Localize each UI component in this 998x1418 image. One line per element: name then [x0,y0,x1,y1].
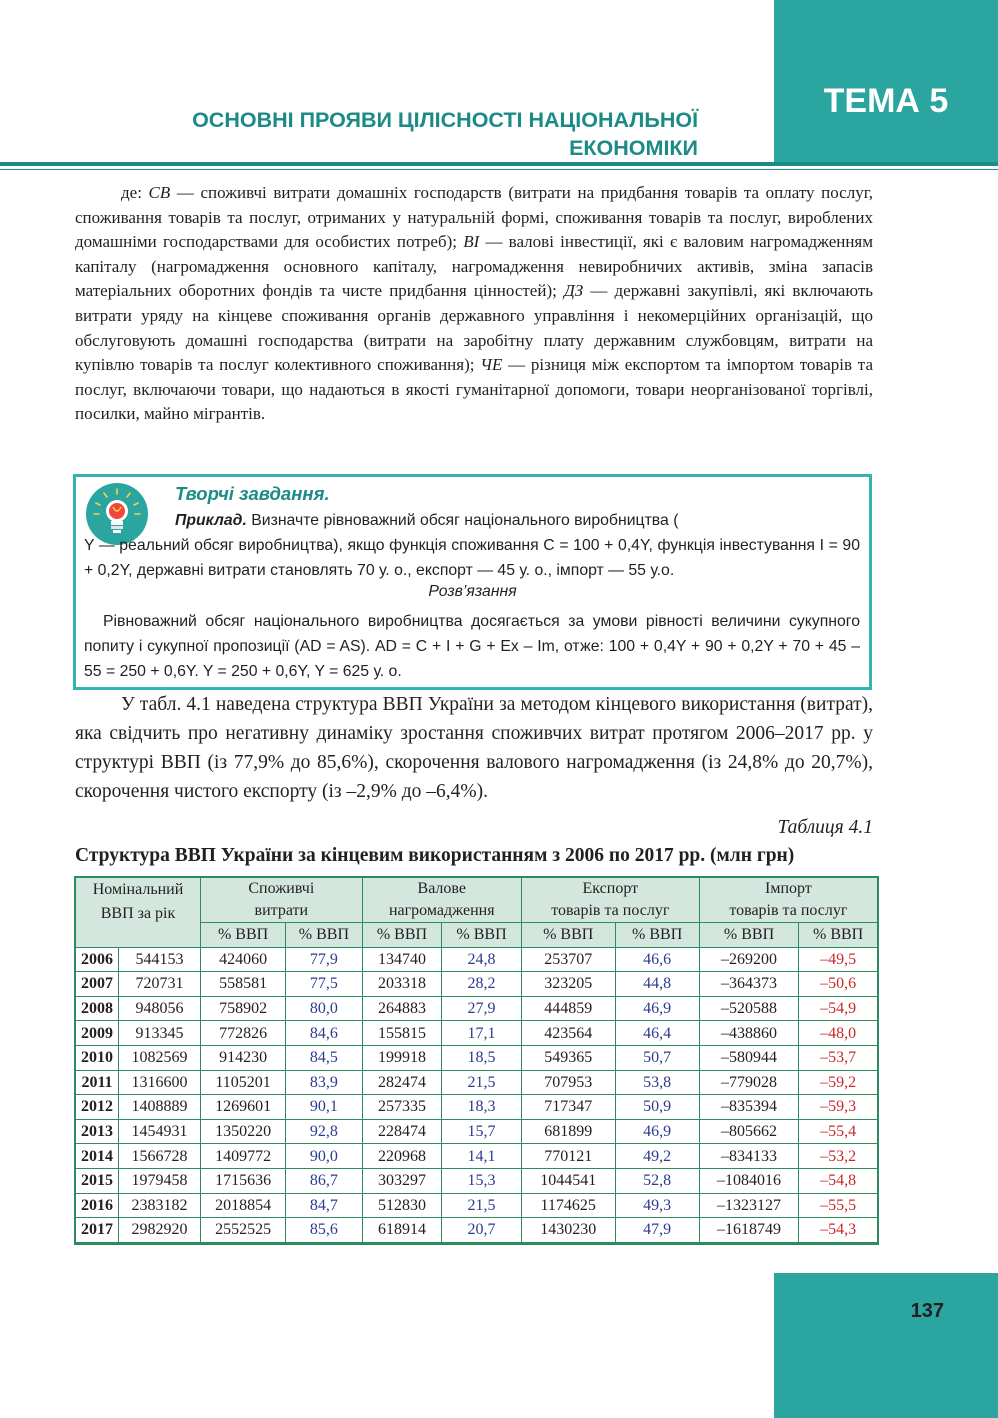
table-cell: 49,3 [615,1193,699,1218]
table-cell: 264883 [362,996,442,1021]
table-cell: 21,5 [442,1070,522,1095]
table-cell: 717347 [521,1095,615,1120]
header-value-import: % ВВП [699,923,798,948]
table-cell: 84,7 [286,1193,363,1218]
table-cell: 253707 [521,947,615,972]
task-example: Приклад. Визначте рівноважний обсяг національного виробництва ( Y — реальний обсяг виробництва), якщо функція споживання C = 100 + 0,4Y, функція інвестування I = 90 + 0,2Y, державні витрати становлять 70 у. о., експорт — 45 у. о., імпорт — 55 у.о. [84,512,860,579]
table-cell: 2017 [75,1218,119,1244]
table-cell: 770121 [521,1144,615,1169]
table-cell: 86,7 [286,1168,363,1193]
table-cell: 707953 [521,1070,615,1095]
header-pct-investment: % ВВП [442,923,522,948]
table-cell: 1566728 [119,1144,201,1169]
table-number: Таблиця 4.1 [777,817,873,838]
table-cell: –364373 [699,972,798,997]
definitions-paragraph: де: СВ — споживчі витрати домашніх господарств (витрати на придбання товарів та оплату послуг, споживання товарів та послуг, отриманих у натуральній формі, споживання товарів та послуг, вироблених домашніми господарствами для особистих потреб); ВІ — валові інвестиції, які є валовим нагромадженням капіталу (нагромадження основного капіталу, нагромадження невиробничих активів, зміна запасів матеріальних оборотних фондів та чисте придбання цінностей); ДЗ — державні закупівлі, які включають витрати уряду на кінцеве споживання органів державного управління і некомерційних організацій, що обслуговують домашні господарства (витрати на заробітну плату державним службовцям, витрати на купівлю товарів та послуг колективного споживання); ЧЕ — різниця між експортом та імпортом товарів та послуг, включаючи товари, що надаються в якості гуманітарної допомоги, товари неорганізованої торгівлі, посилки, майно мігрантів. [75,183,874,424]
table-intro-paragraph: У табл. 4.1 наведена структура ВВП України за методом кінцевого використання (витрат), яка свідчить про негативну динаміку зростання споживчих витрат протягом 2006–2017 рр. у структурі ВВП (із 77,9% до 85,6%), скорочення валового нагромадження (із 24,8% до 20,7%), скорочення чистого експорту (із –2,9% до –6,4%). [75,694,873,802]
table-cell: 444859 [521,996,615,1021]
table-cell: –1618749 [699,1218,798,1244]
table-cell: –438860 [699,1021,798,1046]
table-cell: –54,3 [799,1218,878,1244]
table-cell: 46,6 [615,947,699,972]
table-cell: –50,6 [799,972,878,997]
table-cell: 282474 [362,1070,442,1095]
table-cell: –54,9 [799,996,878,1021]
table-cell: 549365 [521,1045,615,1070]
table-row [75,1218,878,1244]
table-row [75,972,878,997]
table-cell: 1044541 [521,1168,615,1193]
table-cell: –53,2 [799,1144,878,1169]
header-divider-thin [0,169,998,170]
table-cell: 228474 [362,1119,442,1144]
table-row [75,1144,878,1169]
table-row [75,1095,878,1120]
table-cell: 90,1 [286,1095,363,1120]
table-cell: 77,9 [286,947,363,972]
table-row [75,1070,878,1095]
table-cell: 303297 [362,1168,442,1193]
table-row [75,1193,878,1218]
header-pct-consumption: % ВВП [286,923,363,948]
table-cell: –54,8 [799,1168,878,1193]
solution-text: Рівноважний обсяг національного виробництва досягається за умови рівності величини сукупного попиту і сукупної пропозиції (AD = AS). AD = C + I + G + Ex – Im, отже: 100 + 0,4Y + 90 + 0,2Y + 70 + 45 – 55 = 250 + 0,6Y. Y = 250 + 0,6Y, Y = 625 у. о. [84,613,860,680]
table-cell: 948056 [119,996,201,1021]
page-number: 137 [910,1300,944,1322]
gdp-structure-table [74,876,879,1245]
table-row [75,1168,878,1193]
table-cell: 24,8 [442,947,522,972]
table-cell: –55,4 [799,1119,878,1144]
table-cell: –48,0 [799,1021,878,1046]
table-cell: –59,2 [799,1070,878,1095]
table-cell: 618914 [362,1218,442,1244]
table-cell: 47,9 [615,1218,699,1244]
header-value-export: % ВВП [521,923,615,948]
table-cell: 2011 [75,1070,119,1095]
table-cell: 1174625 [521,1193,615,1218]
table-cell: –49,5 [799,947,878,972]
table-cell: 203318 [362,972,442,997]
table-row [75,996,878,1021]
table-cell: 17,1 [442,1021,522,1046]
table-cell: 2016 [75,1193,119,1218]
table-cell: –520588 [699,996,798,1021]
table-cell: 2013 [75,1119,119,1144]
table-cell: 1082569 [119,1045,201,1070]
table-cell: 2006 [75,947,119,972]
table-cell: 913345 [119,1021,201,1046]
chapter-title-line2: ЕКОНОМІКИ [569,136,698,160]
table-cell: –779028 [699,1070,798,1095]
table-cell: 423564 [521,1021,615,1046]
table-cell: 1350220 [201,1119,286,1144]
table-cell: 2009 [75,1021,119,1046]
table-cell: 134740 [362,947,442,972]
table-cell: 18,3 [442,1095,522,1120]
table-cell: 83,9 [286,1070,363,1095]
table-cell: 720731 [119,972,201,997]
table-cell: –1084016 [699,1168,798,1193]
table-cell: 1979458 [119,1168,201,1193]
table-cell: 772826 [201,1021,286,1046]
table-cell: 46,9 [615,996,699,1021]
topic-label: ТЕМА 5 [823,81,949,120]
table-cell: 20,7 [442,1218,522,1244]
header-pct-import: % ВВП [799,923,878,948]
header-export: Експорт товарів та послуг [521,877,699,923]
table-cell: 220968 [362,1144,442,1169]
page-number-box [774,1273,998,1418]
table-cell: –53,7 [799,1045,878,1070]
header-value-investment: % ВВП [362,923,442,948]
task-title: Творчі завдання. [175,483,330,504]
table-cell: 2018854 [201,1193,286,1218]
topic-badge [774,0,998,162]
table-cell: 2007 [75,972,119,997]
table-cell: 914230 [201,1045,286,1070]
table-cell: –1323127 [699,1193,798,1218]
table-cell: 323205 [521,972,615,997]
table-cell: 46,4 [615,1021,699,1046]
table-cell: 2015 [75,1168,119,1193]
table-cell: 77,5 [286,972,363,997]
table-cell: 1269601 [201,1095,286,1120]
table-cell: 1430230 [521,1218,615,1244]
table-cell: –835394 [699,1095,798,1120]
table-cell: 52,8 [615,1168,699,1193]
table-cell: 2008 [75,996,119,1021]
table-row [75,1021,878,1046]
table-cell: 84,6 [286,1021,363,1046]
table-cell: 1316600 [119,1070,201,1095]
table-cell: 92,8 [286,1119,363,1144]
table-cell: –55,5 [799,1193,878,1218]
table-cell: 15,7 [442,1119,522,1144]
table-cell: 44,8 [615,972,699,997]
header-value-consumption: % ВВП [201,923,286,948]
table-cell: 2012 [75,1095,119,1120]
header-investment: Валове нагромадження [362,877,521,923]
table-cell: 2552525 [201,1218,286,1244]
table-cell: 2010 [75,1045,119,1070]
header-consumption: Споживчі витрати [201,877,363,923]
table-cell: 1454931 [119,1119,201,1144]
table-cell: 15,3 [442,1168,522,1193]
table-cell: –59,3 [799,1095,878,1120]
table-cell: 85,6 [286,1218,363,1244]
table-cell: 90,0 [286,1144,363,1169]
header-nominal-gdp: Номінальний ВВП за рік [75,877,201,947]
table-cell: –805662 [699,1119,798,1144]
table-cell: 46,9 [615,1119,699,1144]
table-cell: –269200 [699,947,798,972]
table-cell: –580944 [699,1045,798,1070]
table-cell: 18,5 [442,1045,522,1070]
table-cell: 50,7 [615,1045,699,1070]
table-cell: 2014 [75,1144,119,1169]
table-cell: 53,8 [615,1070,699,1095]
table-cell: 1105201 [201,1070,286,1095]
table-cell: 27,9 [442,996,522,1021]
table-cell: 424060 [201,947,286,972]
table-cell: 199918 [362,1045,442,1070]
table-cell: 681899 [521,1119,615,1144]
table-cell: 1409772 [201,1144,286,1169]
table-body [75,947,878,1243]
chapter-title-line1: ОСНОВНІ ПРОЯВИ ЦІЛІСНОСТІ НАЦІОНАЛЬНОЇ [192,108,698,132]
table-cell: 758902 [201,996,286,1021]
table-row [75,1045,878,1070]
table-row [75,1119,878,1144]
chapter-title [170,106,698,162]
solution-title: Розв’язання [428,583,517,600]
table-cell: 2383182 [119,1193,201,1218]
table-cell: 257335 [362,1095,442,1120]
table-cell: 544153 [119,947,201,972]
table-cell: 28,2 [442,972,522,997]
table-cell: 84,5 [286,1045,363,1070]
table-cell: 155815 [362,1021,442,1046]
table-cell: 558581 [201,972,286,997]
table-cell: 1408889 [119,1095,201,1120]
table-cell: 512830 [362,1193,442,1218]
header-divider [0,162,998,166]
table-cell: 49,2 [615,1144,699,1169]
table-caption: Структура ВВП України за кінцевим використанням з 2006 по 2017 рр. (млн грн) [75,845,795,866]
creative-task-box [73,474,872,690]
table-cell: –834133 [699,1144,798,1169]
table-cell: 2982920 [119,1218,201,1244]
table-cell: 14,1 [442,1144,522,1169]
header-import: Імпорт товарів та послуг [699,877,878,923]
header-pct-export: % ВВП [615,923,699,948]
table-cell: 50,9 [615,1095,699,1120]
table-row [75,947,878,972]
table-cell: 80,0 [286,996,363,1021]
table-cell: 1715636 [201,1168,286,1193]
table-cell: 21,5 [442,1193,522,1218]
